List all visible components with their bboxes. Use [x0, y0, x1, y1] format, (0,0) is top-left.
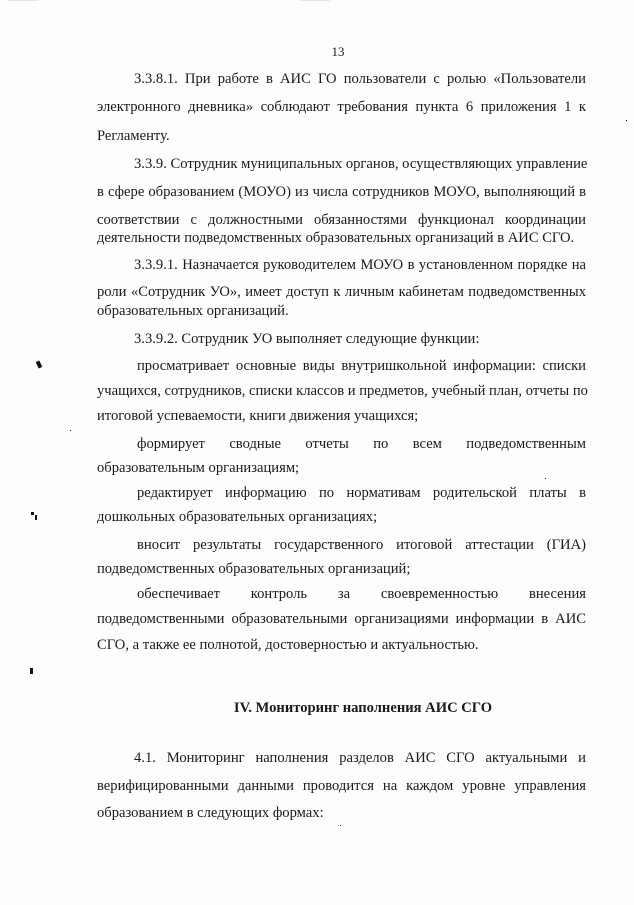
text-line: верифицированными данными проводится на каждом уровне управления [97, 778, 586, 794]
text-line: 3.3.9.1. Назначается руководителем МОУО в установленном порядке на [134, 257, 586, 273]
scan-speck [70, 430, 71, 431]
scan-speck [626, 120, 627, 121]
text-line: Регламенту. [97, 128, 170, 144]
section-heading: IV. Мониторинг наполнения АИС СГО [233, 700, 493, 716]
scan-speck [340, 825, 341, 826]
text-line: роли «Сотрудник УО», имеет доступ к личным кабинетам подведомственных [97, 284, 586, 300]
text-line: редактирует информацию по нормативам родительской платы в [137, 485, 586, 501]
text-line: 3.3.8.1. При работе в АИС ГО пользователи с ролью «Пользователи [134, 71, 586, 87]
text-line: подведомственными образовательными организациями информации в АИС [97, 611, 586, 627]
text-line: 3.3.9.2. Сотрудник УО выполняет следующие функции: [134, 331, 480, 347]
scan-speck [31, 512, 34, 515]
text-line: образованием в следующих формах: [97, 805, 324, 821]
text-line: в сфере образованием (МОУО) из числа сотрудников МОУО, выполняющий в [97, 184, 586, 200]
text-line: вносит результаты государственного итоговой аттестации (ГИА) [137, 537, 586, 553]
scan-artifact [8, 0, 38, 1]
text-line: образовательным организациям; [97, 460, 300, 476]
text-line: подведомственных образовательных организаций; [97, 561, 411, 577]
text-line: электронного дневника» соблюдают требования пункта 6 приложения 1 к [97, 99, 586, 115]
text-line: дошкольных образовательных организациях; [97, 509, 378, 525]
text-line: образовательных организаций. [97, 303, 289, 319]
text-line: просматривает основные виды внутришкольной информации: списки [137, 358, 586, 374]
scan-speck [545, 478, 546, 479]
text-line: деятельности подведомственных образовательных организаций в АИС СГО. [97, 230, 575, 246]
text-line: 4.1. Мониторинг наполнения разделов АИС СГО актуальными и [134, 750, 586, 766]
text-line: соответствии с должностными обязанностями функционал координации [97, 212, 586, 228]
scan-speck [36, 360, 43, 368]
text-line: учащихся, сотрудников, списки классов и предметов, учебный план, отчеты по [97, 383, 588, 399]
text-line: обеспечивает контроль за своевременностью внесения [137, 586, 586, 602]
scan-speck [30, 668, 33, 674]
text-line: итоговой успеваемости, книги движения учащихся; [97, 408, 419, 424]
scan-speck [35, 515, 37, 520]
scan-artifact [300, 0, 330, 1]
text-line: 3.3.9. Сотрудник муниципальных органов, осуществляющих управление [134, 156, 588, 172]
text-line: формирует сводные отчеты по всем подведомственным [137, 436, 586, 452]
text-line: СГО, а также ее полнотой, достоверностью и актуальностью. [97, 637, 479, 653]
page-number: 13 [331, 44, 345, 59]
